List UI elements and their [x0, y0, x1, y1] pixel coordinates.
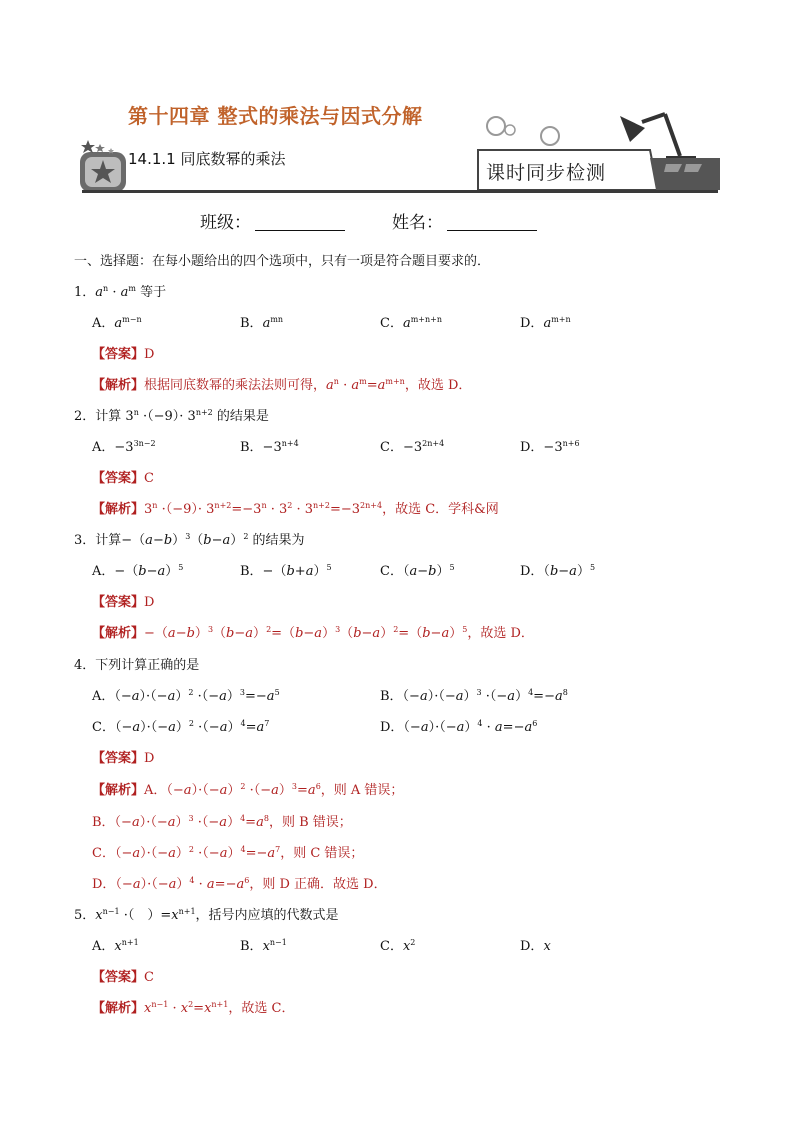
q5-answer: 【答案】C — [92, 970, 154, 985]
q1-option-b[interactable]: B．$a^{mn}$ — [240, 315, 284, 331]
q3-option-a[interactable]: A．$-(b-a)^5$ — [92, 563, 184, 579]
q2-answer: 【答案】C — [92, 471, 154, 486]
class-label: 班级： — [200, 213, 251, 233]
q4-analysis-c: C．$(-a)\cdot(-a)^2 \cdot(-a)^4=-a^7$，则 C 错误； — [92, 845, 364, 861]
instructions: 一、选择题：在每小题给出的四个选项中，只有一项是符合题目要求的． — [74, 254, 491, 269]
q4-analysis-a: 【解析】A．$(-a)\cdot(-a)^2 \cdot(-a)^3=a^6$，则 A 错误； — [92, 782, 404, 798]
question-5-stem: 5．$x^{n-1}$ ·（ ）$=x^{n+1}$，括号内应填的代数式是 — [74, 907, 339, 923]
q5-option-c[interactable]: C．$x^2$ — [380, 938, 416, 954]
q4-option-c[interactable]: C．$(-a)\cdot(-a)^2 \cdot(-a)^4=a^7$ — [92, 719, 270, 735]
q5-analysis: 【解析】$x^{n-1} \cdot x^2=x^{n+1}$，故选 C． — [92, 1000, 295, 1016]
banner-text: 课时同步检测 — [486, 162, 607, 184]
q5-option-b[interactable]: B．$x^{n-1}$ — [240, 938, 287, 954]
q3-option-b[interactable]: B．$-(b+a)^5$ — [240, 563, 332, 579]
class-blank[interactable] — [255, 214, 345, 231]
q1-option-c[interactable]: C．$a^{m+n+n}$ — [380, 315, 443, 331]
q1-analysis: 【解析】根据同底数幂的乘法法则可得，$a^n \cdot a^m=a^{m+n}$，故选 D． — [92, 377, 472, 393]
q1-answer: 【答案】D — [92, 347, 155, 362]
q4-option-a[interactable]: A．$(-a)\cdot(-a)^2 \cdot(-a)^3=-a^5$ — [92, 688, 280, 704]
q4-analysis-b: B．$(-a)\cdot(-a)^3 \cdot(-a)^4=a^8$，则 B 错误； — [92, 814, 352, 830]
q4-option-d[interactable]: D．$(-a)\cdot(-a)^4 \cdot a=-a^6$ — [380, 719, 538, 735]
q2-option-d[interactable]: D．$-3^{n+6}$ — [520, 439, 580, 455]
q2-option-c[interactable]: C．$-3^{2n+4}$ — [380, 439, 445, 455]
q1-option-a[interactable]: A．$a^{m-n}$ — [92, 315, 142, 331]
q2-option-a[interactable]: A．$-3^{3n-2}$ — [92, 439, 156, 455]
header-divider — [82, 190, 718, 193]
q4-analysis-d: D．$(-a)\cdot(-a)^4 \cdot a=-a^6$，则 D 正确．故选 D． — [92, 876, 387, 892]
chapter-title: 第十四章 整式的乘法与因式分解 — [128, 104, 423, 128]
question-3-stem: 3．计算$-(a-b)^3(b-a)^2$ 的结果为 — [74, 532, 305, 548]
question-4-stem: 4．下列计算正确的是 — [74, 658, 200, 673]
q5-option-a[interactable]: A．$x^{n+1}$ — [92, 938, 139, 954]
name-label: 姓名： — [392, 213, 443, 233]
q4-answer: 【答案】D — [92, 751, 155, 766]
q3-answer: 【答案】D — [92, 595, 155, 610]
question-2-stem: 2．计算 $3^n \cdot(-9)\cdot 3^{n+2}$ 的结果是 — [74, 408, 269, 424]
name-field[interactable] — [392, 208, 537, 233]
q3-analysis: 【解析】$-(a-b)^3(b-a)^2=(b-a)^3(b-a)^2=(b-a)^5$，故选 D． — [92, 625, 534, 641]
q3-option-d[interactable]: D．$(b-a)^5$ — [520, 563, 596, 579]
star-badge-icon — [78, 138, 130, 194]
q3-option-c[interactable]: C．$(a-b)^5$ — [380, 563, 455, 579]
question-1-stem: 1．$a^n \cdot a^m$ 等于 — [74, 284, 167, 300]
q4-option-b[interactable]: B．$(-a)\cdot(-a)^3 \cdot(-a)^4=-a^8$ — [380, 688, 568, 704]
q1-option-d[interactable]: D．$a^{m+n}$ — [520, 315, 571, 331]
q2-option-b[interactable]: B．$-3^{n+4}$ — [240, 439, 299, 455]
section-title: 14.1.1 同底数幂的乘法 — [128, 150, 286, 168]
q5-option-d[interactable]: D．x — [520, 939, 551, 954]
name-blank[interactable] — [447, 214, 537, 231]
q2-analysis: 【解析】$3^n \cdot(-9)\cdot 3^{n+2}=-3^n \cdot 3^2 \cdot 3^{n+2}=-3^{2n+4}$，故选 C．学科&网 — [92, 501, 499, 517]
class-field[interactable] — [200, 208, 345, 233]
